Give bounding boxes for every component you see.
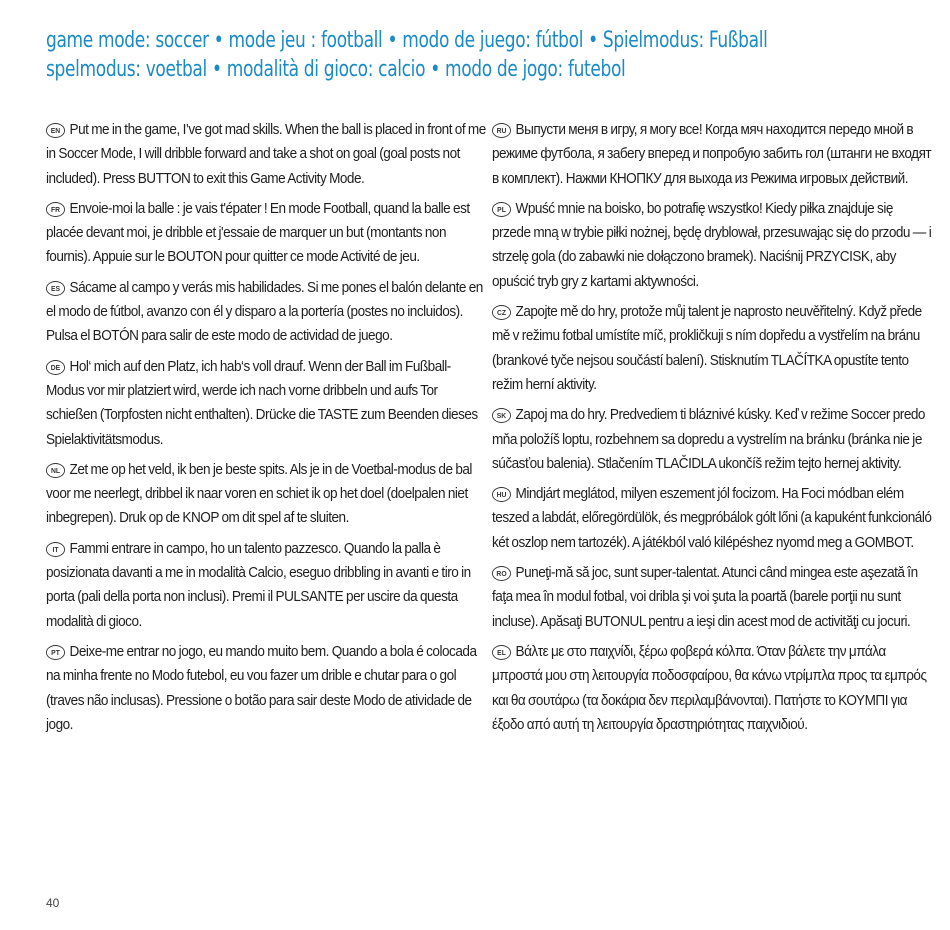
- language-badge-icon: IT: [46, 542, 65, 557]
- paragraph-ro: [492, 561, 932, 634]
- paragraph-sk: [492, 403, 932, 476]
- paragraph-nl: [46, 458, 486, 531]
- paragraph-de: [46, 355, 486, 452]
- language-badge-icon: NL: [46, 463, 65, 478]
- paragraph-es: [46, 276, 486, 349]
- paragraph-en: [46, 118, 486, 191]
- paragraph-text: Zapojte mě do hry, protože můj talent je naprosto neuvěřitelný. Když přede mě v režimu fotbal umístíte míč, prokličkuji s ním dopředu a vystřelím na bránu (brankové tyče nejsou součástí balení). Stisknutím TLAČÍTKA opustíte tento režim herní aktivity.: [492, 303, 922, 393]
- paragraph-text: Mindjárt meglátod, milyen eszement jól focizom. Ha Foci módban elém teszed a labdát, előregördülök, és megpróbálok gólt lőni (a kapuként funkcionáló két oszlop nem tartozék). A játékból való kilépéshez nyomd meg a GOMBOT.: [492, 485, 932, 551]
- language-badge-icon: HU: [492, 487, 511, 502]
- language-badge-icon: CZ: [492, 305, 511, 320]
- language-badge-icon: RU: [492, 123, 511, 138]
- paragraph-it: [46, 537, 486, 634]
- paragraph-text: Deixe-me entrar no jogo, eu mando muito bem. Quando a bola é colocada na minha frente no Modo futebol, eu vou fazer um drible e chutar para o gol (traves não inclusas). Pressione o botão para sair deste Modo de atividade de jogo.: [46, 642, 477, 733]
- page-heading: [46, 26, 803, 84]
- paragraph-text: Hol‘ mich auf den Platz, ich hab‘s voll drauf. Wenn der Ball im Fußball-Modus vor mir platziert wird, werde ich nach vorne dribbeln und aufs Tor schießen (Torpfosten nicht enthalten). Drücke die TASTE zum Beenden dieses Spielaktivitätsmodus.: [46, 357, 478, 448]
- language-badge-icon: EL: [492, 645, 511, 660]
- paragraph-text: Wpuść mnie na boisko, bo potrafię wszystko! Kiedy piłka znajduje się przede mną w trybie piłki nożnej, będę dryblował, przesuwając się do przodu — i strzelę gola (do zabawki nie dołączono bramek). Naciśnij PRZYCISK, aby opuścić tryb gry z kartami aktywności.: [492, 199, 932, 290]
- paragraph-ru: [492, 118, 932, 191]
- left-column: [46, 118, 486, 743]
- paragraph-text: Put me in the game, I’ve got mad skills. When the ball is placed in front of me in Soccer Mode, I will dribble forward and take a shot on goal (goal posts not included). Press BUTTON to exit this Game Activity Mode.: [46, 121, 486, 187]
- language-badge-icon: SK: [492, 408, 511, 423]
- paragraph-pt: [46, 640, 486, 737]
- paragraph-pl: [492, 197, 932, 294]
- paragraph-text: Βάλτε με στο παιχνίδι, ξέρω φοβερά κόλπα. Όταν βάλετε την μπάλα μπροστά μου στη λειτουργία ποδοσφαίρου, θα κάνω ντρίμπλα προς τα εμπρός και θα σουτάρω (τα δοκάρια δεν περιλαμβάνονται). Πατήστε το ΚΟΥΜΠΙ για έξοδο από αυτή τη λειτουργία δραστηριότητας παιχνιδιού.: [492, 642, 927, 733]
- heading-line-2: spelmodus: voetbal • modalità di gioco: calcio • modo de jogo: futebol: [46, 57, 626, 82]
- heading-line-1: game mode: soccer • mode jeu : football • modo de juego: fútbol • Spielmodus: Fußball: [46, 28, 768, 53]
- language-badge-icon: DE: [46, 360, 65, 375]
- language-badge-icon: FR: [46, 202, 65, 217]
- paragraph-text: Fammi entrare in campo, ho un talento pazzesco. Quando la palla è posizionata davanti a me in modalità Calcio, eseguo dribbling in avanti e tiro in porta (pali della porta non inclusi). Premi il PULSANTE per uscire da questa modalità di gioco.: [46, 539, 471, 630]
- paragraph-el: [492, 640, 932, 737]
- paragraph-text: Puneţi-mă să joc, sunt super-talentat. Atunci când mingea este aşezată în faţa mea în modul fotbal, voi dribla şi voi şuta la poartă (barele porţii nu sunt incluse). Apăsaţi BUTONUL pentru a ieşi din acest mod de activităţi cu jocuri.: [492, 564, 918, 630]
- right-column: [492, 118, 932, 743]
- paragraph-text: Zet me op het veld, ik ben je beste spits. Als je in de Voetbal-modus de bal voor me neerlegt, dribbel ik naar voren en schiet ik op het doel (doelpalen niet inbegrepen). Druk op de KNOP om dit spel af te sluiten.: [46, 460, 472, 527]
- page-number: 40: [46, 896, 60, 910]
- language-badge-icon: PL: [492, 202, 511, 217]
- language-badge-icon: PT: [46, 645, 65, 660]
- paragraph-text: Envoie-moi la balle : je vais t'épater ! En mode Football, quand la balle est placée devant moi, je dribble et j'essaie de marquer un but (montants non fournis). Appuie sur le BOUTON pour quitter ce mode Activité de jeu.: [46, 199, 470, 266]
- paragraph-cz: [492, 300, 932, 397]
- language-badge-icon: ES: [46, 281, 65, 296]
- paragraph-hu: [492, 482, 932, 555]
- paragraph-text: Zapoj ma do hry. Predvediem ti bláznivé kúsky. Keď v režime Soccer predo mňa položíš loptu, rozbehnem sa dopredu a vystrelím na bránku (bránka nie je súčasťou balenia). Stlačením TLAČIDLA ukončíš režim tejto hernej aktivity.: [492, 406, 926, 472]
- paragraph-text: Sácame al campo y verás mis habilidades. Si me pones el balón delante en el modo de fútbol, avanzo con él y disparo a la portería (postes no incluidos). Pulsa el BOTÓN para salir de este modo de actividad de juego.: [46, 278, 483, 345]
- language-badge-icon: EN: [46, 123, 65, 138]
- paragraph-fr: [46, 197, 486, 270]
- language-badge-icon: RO: [492, 566, 511, 581]
- paragraph-text: Выпусти меня в игру, я могу все! Когда мяч находится передо мной в режиме футбола, я забегу вперед и попробую забить гол (штанги не входят в комплект). Нажми КНОПКУ для выхода из Режима игровых действий.: [492, 121, 932, 187]
